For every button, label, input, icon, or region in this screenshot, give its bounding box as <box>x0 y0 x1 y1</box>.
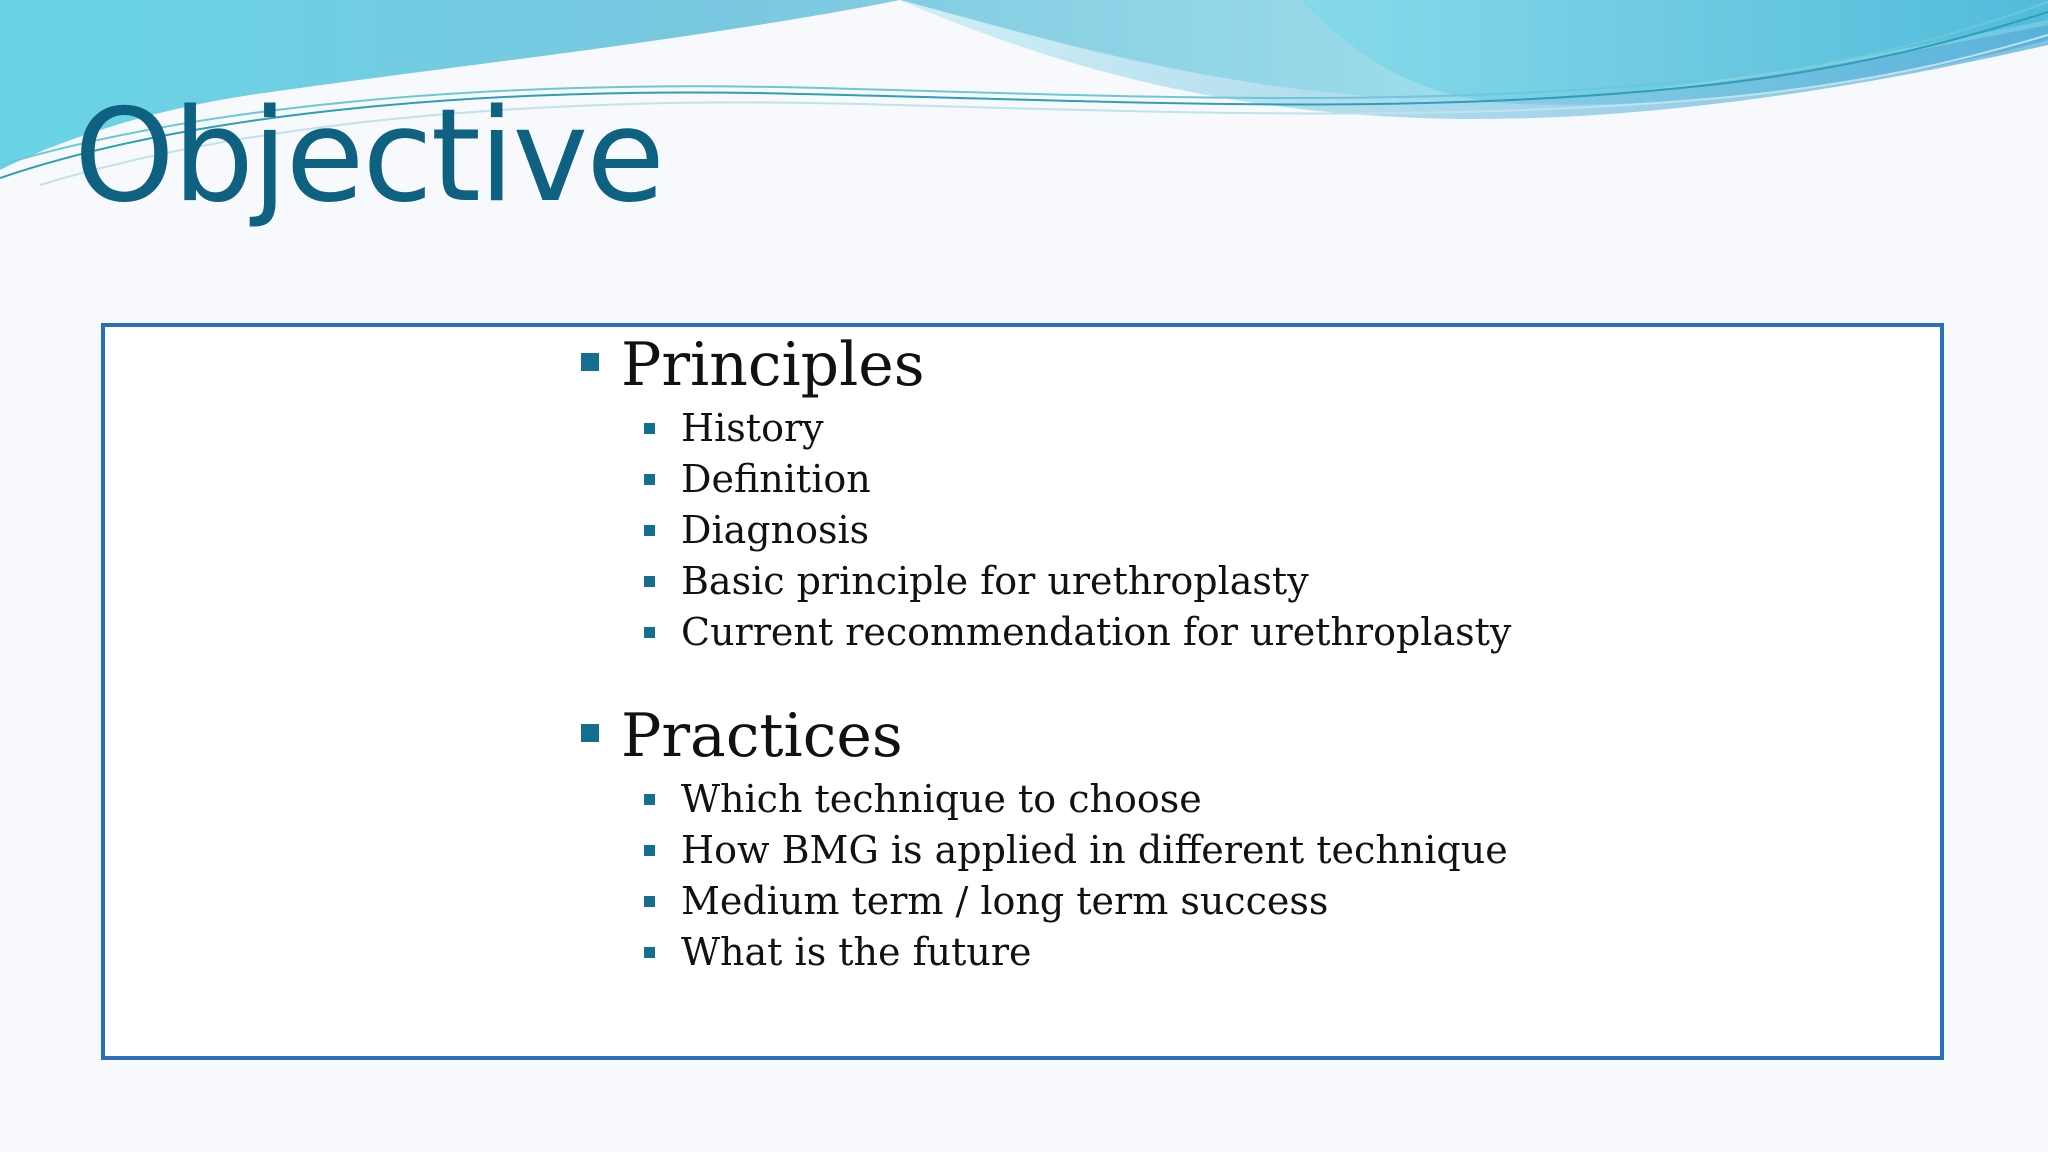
list-item <box>581 927 1881 978</box>
list-item-label: What is the future <box>681 930 1032 974</box>
list-item <box>581 403 1881 454</box>
list-item-label: How BMG is applied in different technique <box>681 828 1508 872</box>
section-practices <box>581 698 1881 978</box>
list-item-label: Which technique to choose <box>681 777 1202 821</box>
list-item-label: History <box>681 406 824 450</box>
content-box <box>101 323 1944 1060</box>
square-bullet-icon <box>644 423 655 434</box>
square-bullet-icon <box>644 525 655 536</box>
square-bullet-icon <box>644 794 655 805</box>
list-item <box>581 505 1881 556</box>
list-item <box>581 607 1881 658</box>
square-bullet-icon <box>581 353 599 371</box>
list-item-label: Diagnosis <box>681 508 870 552</box>
list-item <box>581 825 1881 876</box>
square-bullet-icon <box>644 474 655 485</box>
practices-list <box>581 774 1881 978</box>
list-item-label: Definition <box>681 457 871 501</box>
principles-list <box>581 403 1881 658</box>
list-item <box>581 556 1881 607</box>
section-principles <box>581 327 1881 658</box>
list-item <box>581 876 1881 927</box>
slide-title: Objective <box>74 82 663 231</box>
heading-practices <box>581 698 1881 774</box>
list-item-label: Basic principle for urethroplasty <box>681 559 1309 603</box>
list-item <box>581 774 1881 825</box>
list-item-label: Current recommendation for urethroplasty <box>681 610 1512 654</box>
square-bullet-icon <box>581 724 599 742</box>
heading-label: Practices <box>621 701 903 771</box>
square-bullet-icon <box>644 896 655 907</box>
square-bullet-icon <box>644 845 655 856</box>
heading-label: Principles <box>621 330 925 400</box>
square-bullet-icon <box>644 947 655 958</box>
heading-principles <box>581 327 1881 403</box>
list-item <box>581 454 1881 505</box>
list-item-label: Medium term / long term success <box>681 879 1329 923</box>
square-bullet-icon <box>644 627 655 638</box>
bullet-outline <box>581 327 1881 978</box>
square-bullet-icon <box>644 576 655 587</box>
